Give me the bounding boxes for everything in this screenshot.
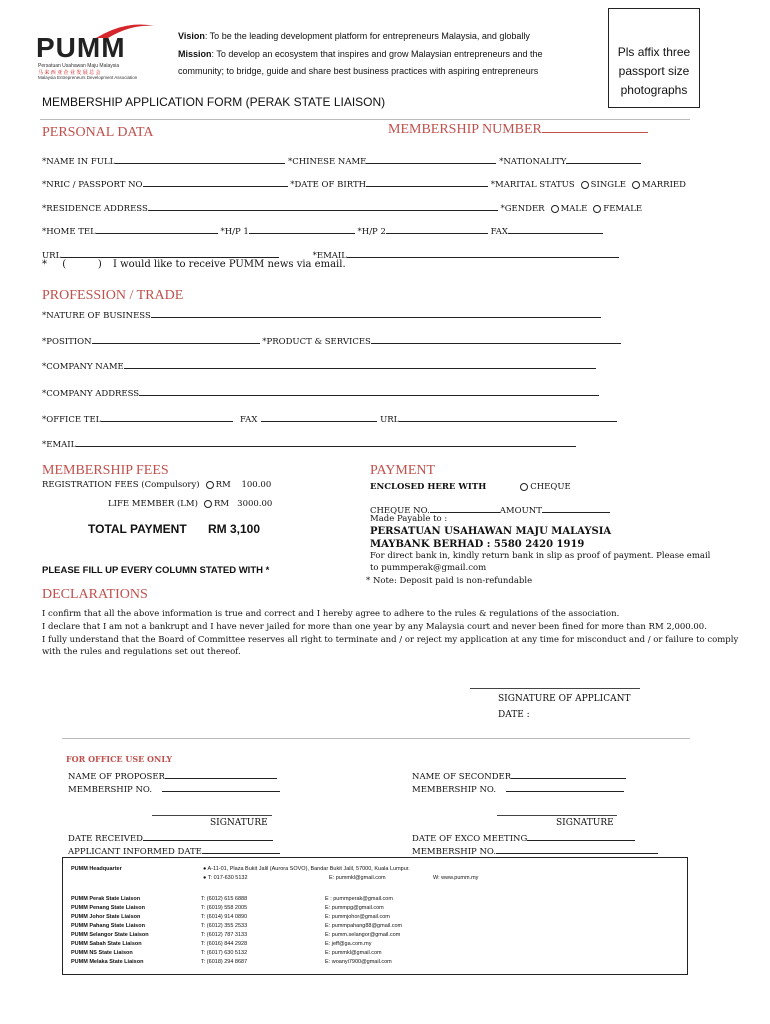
vision-label: Vision [178,31,205,41]
payee-name: PERSATUAN USAHAWAN MAJU MALAYSIA [370,526,612,537]
liaison-email[interactable]: E: pummpg@gmail.com [325,905,384,911]
row-position [42,334,621,347]
products-label: *PRODUCT & SERVICES [262,337,371,347]
seconder-row [412,769,626,782]
liaison-name: PUMM Johor State Liaison [71,914,141,920]
nric-label: *NRIC / PASSPORT NO [42,180,143,190]
title-divider [40,119,690,120]
payable-label: Made Payable to : [370,514,448,524]
dob-field[interactable] [366,177,488,187]
url-label: URL [42,251,62,261]
liaison-tels [201,896,247,968]
row-address [42,201,642,214]
liaison-tel: T: (6019) 558 2005 [201,905,248,911]
hp2-field[interactable] [386,224,488,234]
declaration-line-2: I declare that I am not a bankrupt and I have never jailed for more than one year by any Malaysia court and never been fined for more than RM 2,000.00. [42,622,707,632]
life-row [108,499,272,509]
liaison-name: PUMM Pahang State Liaison [71,923,145,929]
hp1-label: *H/P 1 [220,227,249,237]
proposer-signature-line[interactable] [152,815,272,816]
nature-label: *NATURE OF BUSINESS [42,311,151,321]
photo-box-line-2: passport size [618,64,690,78]
email-field[interactable] [347,248,619,258]
logo-text: PUMM [36,32,126,63]
proposer-membership-label: MEMBERSHIP NO. [68,785,153,795]
enclosed-label: ENCLOSED HERE WITH [370,482,487,492]
address-label: *RESIDENCE ADDRESS [42,204,148,214]
photo-box-line-1: Pls affix three [617,45,691,59]
office-divider [62,738,690,739]
seconder-membership-label: MEMBERSHIP NO. [412,785,497,795]
seconder-signature-line[interactable] [497,815,617,816]
registration-radio[interactable] [206,481,214,489]
married-label: MARRIED [641,180,686,190]
chinese-name-label: *CHINESE NAME [288,157,367,167]
liaison-email[interactable]: E: pummpahang88@gmail.com [325,923,403,929]
bank-in-note-1: For direct bank in, kindly return bank in slip as proof of payment. Please email [370,551,711,561]
hp2-label: *H/P 2 [357,227,386,237]
date-received-label: DATE RECEIVED [68,834,143,844]
company-name-label: *COMPANY NAME [42,362,124,372]
nationality-field[interactable] [566,154,641,164]
fax-label: FAX [490,227,508,237]
proposer-label: NAME OF PROPOSER [68,772,165,782]
liaison-email[interactable]: E: woanyi7900@gmail.com [325,959,392,965]
position-field[interactable] [92,334,260,344]
nationality-label: *NATIONALITY [499,157,567,167]
home-tel-label: *HOME TEL [42,227,96,237]
liaison-email[interactable]: E: pummjohor@gmail.com [325,914,390,920]
life-radio[interactable] [204,500,212,508]
registration-label: REGISTRATION FEES (Compulsory) [42,480,200,490]
membership-no2-row [412,844,658,857]
amount-field[interactable] [542,503,610,513]
liaison-tel: T: (6018) 294 8687 [201,959,248,965]
liaison-name: PUMM Melaka State Liaison [71,959,144,965]
membership-number-label [388,122,648,138]
news-star: * [42,259,47,270]
products-field[interactable] [371,334,621,344]
female-radio[interactable] [593,205,601,213]
enclosed-row [370,482,571,492]
office-fax-label: FAX [240,415,258,425]
vision-line [178,31,530,41]
hq-label: PUMM Headquarter [71,866,122,872]
office-use-heading: FOR OFFICE USE ONLY [66,754,173,764]
hq-tel-text: T: 017-630 5132 [207,875,248,881]
liaison-tel: T: (6017) 630 5132 [201,950,248,956]
date-received-field[interactable] [143,831,273,841]
logo-subtitle-3: Malaysia Entrepreneurs Development Association [38,75,138,80]
liaison-name: PUMM Selangor State Liaison [71,932,149,938]
hq-address: ● A-11-01, Plaza Bukit Jalil (Aurora SOVO), Bandar Bukit Jalil, 57000, Kuala Lumpur. [203,866,410,872]
name-label: *NAME IN FULL [42,157,116,167]
seconder-label: NAME OF SECONDER [412,772,512,782]
proposer-field[interactable] [165,769,277,779]
liaison-email[interactable]: E: pumm.selangor@gmail.com [325,932,401,938]
declaration-line-4: with the rules and regulations set out thereof. [42,647,241,657]
address-field[interactable] [148,201,498,211]
date-received-row [68,831,273,844]
bank-in-note-2: to pummperak@gmail.com [370,563,487,573]
female-label: FEMALE [603,204,643,214]
office-url-field[interactable] [399,412,617,422]
vision-text: : To be the leading development platform for entrepreneurs Malaysia, and globally [204,31,530,41]
proposer-signature-label: SIGNATURE [210,818,268,828]
office-url-label: URL [380,415,400,425]
applicant-signature-label: SIGNATURE OF APPLICANT [498,694,631,704]
proposer-row [68,769,277,782]
row-office [42,412,617,425]
logo-subtitle-2: 马 来 西 亚 企 业 发 展 总 会 [38,70,101,76]
row-office-email [42,437,576,450]
registration-value: RM 100.00 [215,480,272,490]
cheque-label: CHEQUE [530,482,571,492]
nature-field[interactable] [151,308,601,318]
office-fax-field[interactable] [261,412,377,422]
fax-field[interactable] [508,224,603,234]
email-label: *EMAIL [312,251,347,261]
position-label: *POSITION [42,337,92,347]
declaration-line-3: I fully understand that the Board of Committee reserves all right to terminate and / or reject my application at any time for misconduct and / or failure to comply [42,635,739,645]
liaison-tel: T: (6016) 844 2928 [201,941,248,947]
profession-heading: PROFESSION / TRADE [42,288,184,303]
cheque-radio[interactable] [520,483,528,491]
liaison-email[interactable]: E : pummperak@gmail.com [325,896,393,902]
membership-number-text: MEMBERSHIP NUMBER [388,122,542,137]
hq-tel: ● T: 017-630 5132 [203,875,248,881]
liaison-name: PUMM NS State Liaison [71,950,133,956]
cheque-no-label: CHEQUE NO. [370,506,430,516]
proposer-membership-row [68,782,280,795]
chinese-name-field[interactable] [366,154,496,164]
office-tel-label: *OFFICE TEL [42,415,102,425]
row-phones [42,224,603,237]
row-nric [42,177,686,190]
row-news [42,259,346,270]
deposit-note: * Note: Deposit paid is non-refundable [366,576,533,586]
mission-line [178,49,543,59]
liaison-email[interactable]: E: jeff@ga.com.my [325,941,372,947]
membership-number-field[interactable] [542,123,648,133]
declarations-heading: DECLARATIONS [42,587,148,602]
life-label: LIFE MEMBER (LM) [108,499,198,509]
row-company-address [42,386,599,399]
row-nature [42,308,601,321]
payment-heading: PAYMENT [370,463,436,478]
nric-field[interactable] [143,177,288,187]
total-payment-value: RM 3,100 [208,522,261,536]
declaration-line-1: I confirm that all the above information is true and correct and I hereby agree to adhere to the rules & regulations of the association. [42,609,620,619]
liaison-name: PUMM Penang State Liaison [71,905,145,911]
url-field[interactable] [61,248,279,258]
pumm-logo [36,18,156,80]
hq-email[interactable]: E: pummkl@gmail.com [329,875,386,881]
personal-data-heading: PERSONAL DATA [42,125,154,140]
liaison-name: PUMM Sabah State Liaison [71,941,142,947]
liaison-tel: T: (6012) 355 2533 [201,923,248,929]
hq-web[interactable]: W: www.pumm.my [433,875,479,881]
informed-row [68,844,280,857]
fees-heading: MEMBERSHIP FEES [42,463,169,478]
company-address-field[interactable] [139,386,599,396]
informed-label: APPLICANT INFORMED DATE [68,847,202,857]
life-value: RM 3000.00 [213,499,273,509]
contacts-box [62,857,688,975]
single-radio[interactable] [581,181,589,189]
exco-field[interactable] [527,831,635,841]
office-tel-field[interactable] [101,412,233,422]
liaison-emails [325,896,402,968]
company-name-field[interactable] [124,359,596,369]
seconder-membership-field[interactable] [506,782,624,792]
male-label: MALE [560,204,588,214]
total-payment-label: TOTAL PAYMENT [88,522,187,536]
bank-account: MAYBANK BERHAD : 5580 2420 1919 [370,539,585,550]
news-text: I would like to receive PUMM news via email. [112,259,346,270]
gender-label: *GENDER [500,204,545,214]
exco-label: DATE OF EXCO MEETING [412,834,528,844]
liaison-tel: T: (6012) 615 6888 [201,896,248,902]
hp1-field[interactable] [249,224,355,234]
photo-box-line-3: photographs [620,83,688,97]
mission-line-2: community; to bridge, guide and share best business practices with aspiring entrepreneurs [178,66,539,76]
company-address-label: *COMPANY ADDRESS [42,389,140,399]
photo-box [608,8,700,108]
news-checkbox[interactable]: ( ) [62,259,102,270]
liaison-name: PUMM Perak State Liaison [71,896,141,902]
seconder-membership-row [412,782,624,795]
liaison-list [71,896,149,968]
informed-field[interactable] [202,844,280,854]
mission-label: Mission [178,49,212,59]
amount-label: AMOUNT [499,506,542,516]
mission-text-1: : To develop an ecosystem that inspires and grow Malaysian entrepreneurs and the [211,49,543,59]
single-label: SINGLE [590,180,626,190]
membership-no2-label: MEMBERSHIP NO. [412,847,497,857]
form-title: MEMBERSHIP APPLICATION FORM (PERAK STATE LIAISON) [42,95,386,109]
marital-label: *MARITAL STATUS [490,180,575,190]
applicant-date-label: DATE : [498,710,530,720]
membership-no2-field[interactable] [496,844,658,854]
fill-note: PLEASE FILL UP EVERY COLUMN STATED WITH * [42,565,270,576]
name-field[interactable] [115,154,285,164]
home-tel-field[interactable] [96,224,218,234]
office-email-field[interactable] [76,437,576,447]
applicant-signature-line[interactable] [470,688,640,689]
proposer-membership-field[interactable] [162,782,280,792]
male-radio[interactable] [551,205,559,213]
exco-row [412,831,635,844]
office-email-label: *EMAIL [42,440,77,450]
seconder-field[interactable] [511,769,626,779]
row-company-name [42,359,596,372]
dob-label: *DATE OF BIRTH [290,180,367,190]
liaison-email[interactable]: E: pummkl@gmail.com [325,950,382,956]
liaison-tel: T: (6012) 787 3133 [201,932,248,938]
logo-subtitle-1: Persatuan Usahawan Maju Malaysia [38,63,120,69]
registration-row [42,480,271,490]
hq-address-text: A-11-01, Plaza Bukit Jalil (Aurora SOVO), Bandar Bukit Jalil, 57000, Kuala Lumpur. [207,866,410,872]
cheque-no-field[interactable] [430,503,500,513]
married-radio[interactable] [632,181,640,189]
seconder-signature-label: SIGNATURE [556,818,614,828]
liaison-tel: T: (6014) 914 0890 [201,914,248,920]
row-name [42,154,641,167]
